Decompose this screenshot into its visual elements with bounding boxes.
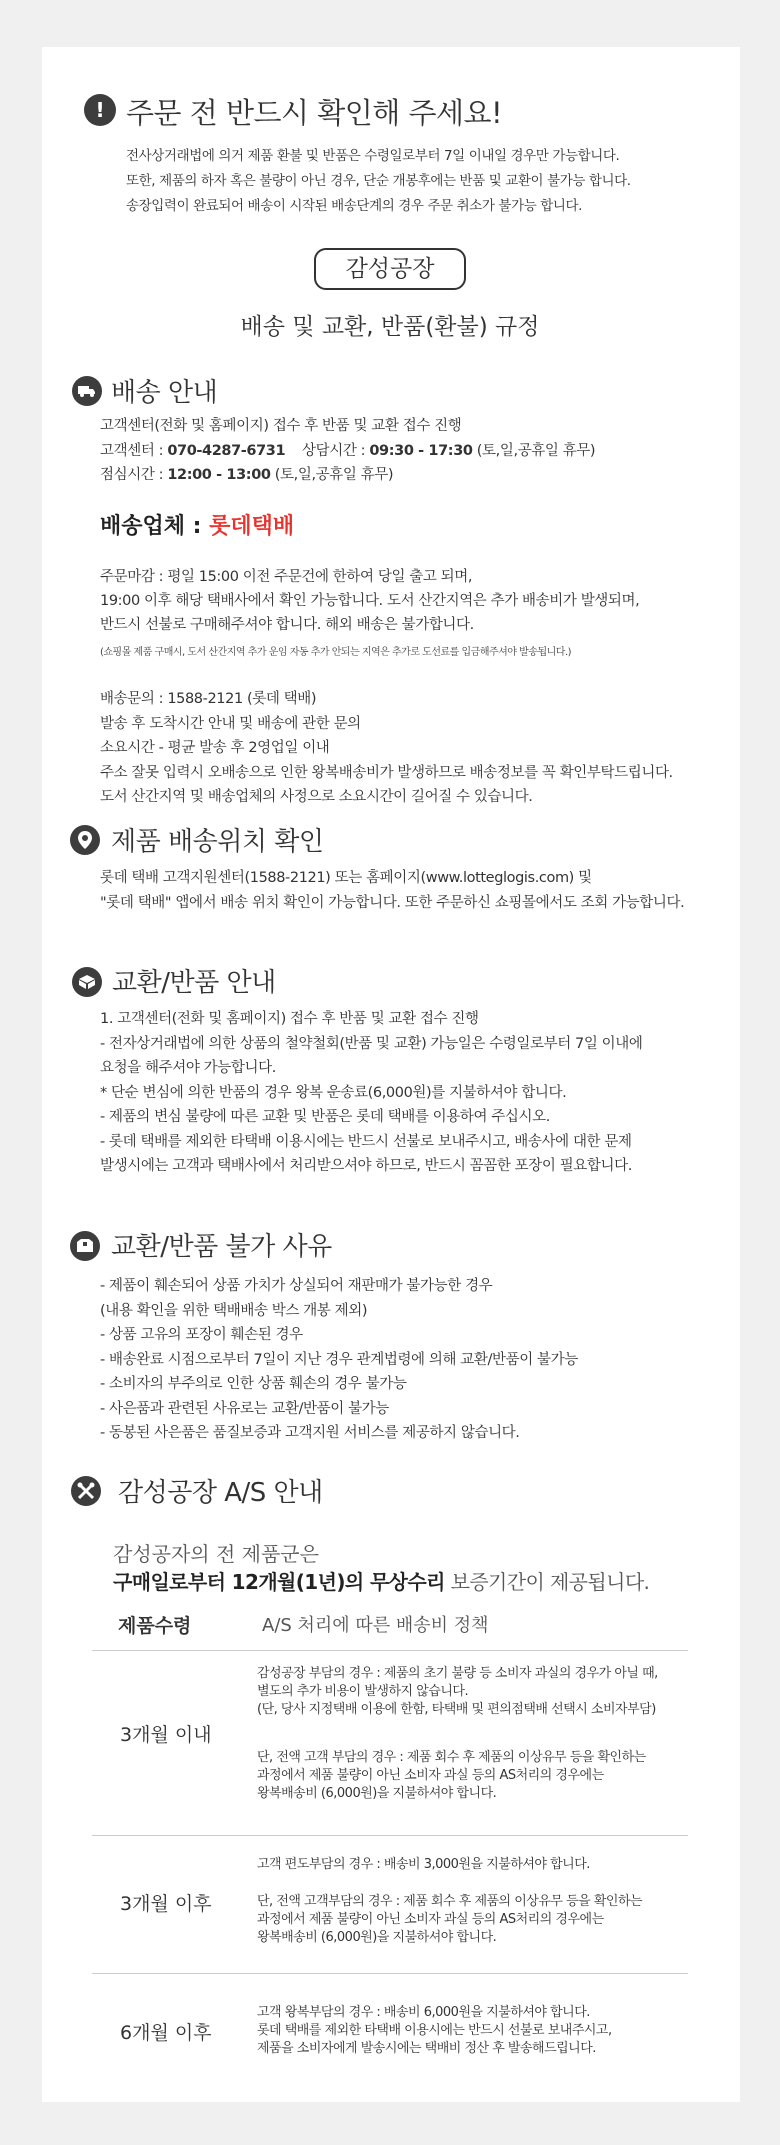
exchange-line: - 제품의 변심 불량에 따른 교환 및 반품은 롯데 택배를 이용하여 주십시오. [100, 1109, 550, 1125]
as-row-policy [257, 2004, 612, 2058]
policy-line: 고객 왕복부담의 경우 : 배송비 6,000원을 지불하셔야 합니다. [257, 2005, 590, 2020]
hours-label: 상담시간 : [302, 442, 370, 459]
policy-line: 롯데 택배를 제외한 타택배 이용시에는 반드시 선불로 보내주시고, [257, 2023, 612, 2038]
shipping-contact [100, 414, 595, 488]
col-header-policy: A/S 처리에 따른 배송비 정책 [262, 1615, 489, 1636]
policy-line: 과정에서 제품 불량이 아닌 소비자 과실 등의 AS처리의 경우에는 [257, 1912, 604, 1927]
hours-value: 09:30 - 17:30 [369, 442, 473, 459]
exchange-line: 1. 고객센터(전화 및 홈페이지) 접수 후 반품 및 교환 접수 진행 [100, 1011, 479, 1027]
as-intro-2 [113, 1566, 649, 1595]
location-pin-icon [70, 825, 100, 855]
col-header-term: 제품수령 [118, 1615, 192, 1637]
carrier-row [100, 509, 294, 540]
notice-title: 주문 전 반드시 확인해 주세요! [126, 96, 503, 130]
notice-line: 또한, 제품의 하자 혹은 불량이 아닌 경우, 단순 개봉후에는 반품 및 교환이 불가능 합니다. [126, 173, 631, 189]
lunch-row [100, 463, 595, 488]
tracking-line: 롯데 택배 고객지원센터(1588-2121) 또는 홈페이지(www.lotteglogis.com) 및 [100, 870, 592, 886]
exchange-line: * 단순 변심에 의한 반품의 경우 왕복 운송료(6,000원)를 지불하셔야 합니다. [100, 1084, 567, 1101]
no-return-line: - 소비자의 부주의로 인한 상품 훼손의 경우 불가능 [100, 1376, 407, 1392]
as-row-policy-extra [257, 1893, 642, 1947]
exclamation-icon: ! [84, 94, 116, 126]
truck-icon [72, 376, 102, 406]
policy-line: 단, 전액 고객부담의 경우 : 제품 회수 후 제품의 이상유무 등을 확인하는 [257, 1894, 643, 1909]
notice-line: 전사상거래법에 의거 제품 환불 및 반품은 수령일로부터 7일 이내일 경우만 가능합니다. [126, 148, 620, 164]
tools-icon [71, 1476, 101, 1506]
policy-line: 단, 전액 고객 부담의 경우 : 제품 회수 후 제품의 이상유무 등을 확인하는 [257, 1750, 646, 1765]
policy-line: 왕복배송비 (6,000원)을 지불하셔야 합니다. [257, 1786, 497, 1801]
carrier-name: 롯데택배 [209, 514, 295, 539]
tracking-line: "롯데 택배" 앱에서 배송 위치 확인이 가능합니다. 또한 주문하신 쇼핑몰에서도 조회 가능합니다. [100, 894, 685, 911]
inquiry-line: 소요시간 - 평균 발송 후 2영업일 이내 [100, 740, 330, 756]
shipping-title: 배송 안내 [111, 378, 218, 408]
policy-line: 과정에서 제품 불량이 아닌 소비자 과실 등의 AS처리의 경우에는 [257, 1768, 604, 1783]
package-icon [70, 1231, 100, 1261]
tracking-lines [100, 866, 684, 915]
center-phone: 070-4287-6731 [167, 442, 286, 459]
no-return-line: - 배송완료 시점으로부터 7일이 지난 경우 관계법령에 의해 교환/반품이 불가능 [100, 1351, 578, 1368]
exchange-line: - 롯데 택배를 제외한 타택배 이용시에는 반드시 선불로 보내주시고, 배송사에 대한 문제 [100, 1133, 632, 1150]
as-warranty-rest: 보증기간이 제공됩니다. [444, 1570, 650, 1594]
contact-center-row [100, 439, 595, 464]
as-intro-1: 감성공자의 전 제품군은 [113, 1542, 319, 1566]
brand-logo: 감성공장 [314, 248, 466, 290]
as-row-term: 3개월 이후 [120, 1893, 212, 1915]
table-divider [92, 1973, 688, 1974]
inquiry-line: 주소 잘못 입력시 오배송으로 인한 왕복배송비가 발생하므로 배송정보를 꼭 확인부탁드립니다. [100, 764, 673, 781]
carrier-label: 배송업체 : [100, 514, 210, 539]
exchange-line: 요청을 해주셔야 가능합니다. [100, 1060, 276, 1076]
lunch-value: 12:00 - 13:00 [167, 467, 271, 483]
exchange-title: 교환/반품 안내 [112, 968, 276, 998]
inquiry-lines [100, 687, 673, 810]
table-divider [92, 1835, 688, 1836]
as-row-policy [257, 1665, 658, 1719]
no-return-line: - 동봉된 사은품은 품질보증과 고객지원 서비스를 제공하지 않습니다. [100, 1425, 520, 1441]
policy-line: 고객 편도부담의 경우 : 배송비 3,000원을 지불하셔야 합니다. [257, 1857, 590, 1872]
deadline-line: 주문마감 : 평일 15:00 이전 주문건에 한하여 당일 출고 되며, [100, 569, 473, 585]
notice-line: 송장입력이 완료되어 배송이 시작된 배송단계의 경우 주문 취소가 불가능 합니다. [126, 198, 583, 214]
as-row-term: 6개월 이후 [120, 2022, 212, 2044]
notice-lines [126, 144, 631, 219]
policy-line: 제품을 소비자에게 발송시에는 택배비 정산 후 발송해드립니다. [257, 2041, 596, 2056]
hours-note: (토,일,공휴일 휴무) [472, 442, 596, 459]
no-return-line: - 제품이 훼손되어 상품 가치가 상실되어 재판매가 불가능한 경우 [100, 1278, 493, 1294]
exchange-line: 발생시에는 고객과 택배사에서 처리받으셔야 하므로, 반드시 꼼꼼한 포장이 필요합니다. [100, 1158, 632, 1174]
deadline-line: 19:00 이후 해당 택배사에서 확인 가능합니다. 도서 산간지역은 추가 배송비가 발생되며, [100, 593, 640, 609]
table-divider [92, 1650, 688, 1651]
as-warranty-bold: 구매일로부터 12개월(1년)의 무상수리 [113, 1570, 445, 1594]
exchange-line: - 전자상거래법에 의한 상품의 철약철회(반품 및 교환) 가능일은 수령일로부터 7일 이내에 [100, 1035, 643, 1052]
fine-print: (쇼핑몰 제품 구매시, 도서 산간지역 추가 운임 자동 추가 안되는 지역은 추가로 도선료를 입금해주셔야 발송됩니다.) [100, 647, 572, 658]
policy-line: 별도의 추가 비용이 발생하지 않습니다. [257, 1684, 469, 1699]
inquiry-line: 도서 산간지역 및 배송업체의 사정으로 소요시간이 길어질 수 있습니다. [100, 789, 533, 805]
tracking-title: 제품 배송위치 확인 [111, 827, 324, 857]
no-return-lines [100, 1274, 578, 1446]
brand-subtitle: 배송 및 교환, 반품(환불) 규정 [240, 314, 540, 340]
inquiry-line: 배송문의 : 1588-2121 (롯데 택배) [100, 691, 317, 707]
as-row-policy [257, 1856, 590, 1874]
shipping-line: 고객센터(전화 및 홈페이지) 접수 후 반품 및 교환 접수 진행 [100, 418, 462, 434]
exchange-lines [100, 1007, 643, 1179]
policy-line: 감성공장 부담의 경우 : 제품의 초기 불량 등 소비자 과실의 경우가 아닐 때, [257, 1666, 658, 1681]
no-return-line: - 상품 고유의 포장이 훼손된 경우 [100, 1327, 303, 1343]
center-label: 고객센터 : [100, 442, 168, 459]
no-return-line: (내용 확인을 위한 택배배송 박스 개봉 제외) [100, 1302, 368, 1319]
lunch-note: (토,일,공휴일 휴무) [270, 467, 394, 483]
as-row-term: 3개월 이내 [120, 1724, 212, 1746]
deadline-lines [100, 565, 639, 637]
policy-line: 왕복배송비 (6,000원)을 지불하셔야 합니다. [257, 1930, 497, 1945]
inquiry-line: 발송 후 도착시간 안내 및 배송에 관한 문의 [100, 715, 361, 732]
policy-line: (단, 당사 지정택배 이용에 한함, 타택배 및 편의점택배 선택시 소비자부담) [257, 1702, 656, 1717]
no-return-title: 교환/반품 불가 사유 [111, 1232, 332, 1262]
lunch-label: 점심시간 : [100, 467, 168, 483]
deadline-line: 반드시 선불로 구매해주셔야 합니다. 해외 배송은 불가합니다. [100, 617, 474, 633]
no-return-line: - 사은품과 관련된 사유로는 교환/반품이 불가능 [100, 1400, 389, 1417]
exchange-box-icon [72, 967, 102, 997]
as-row-policy-extra [257, 1749, 646, 1803]
as-title: 감성공장 A/S 안내 [118, 1478, 323, 1508]
